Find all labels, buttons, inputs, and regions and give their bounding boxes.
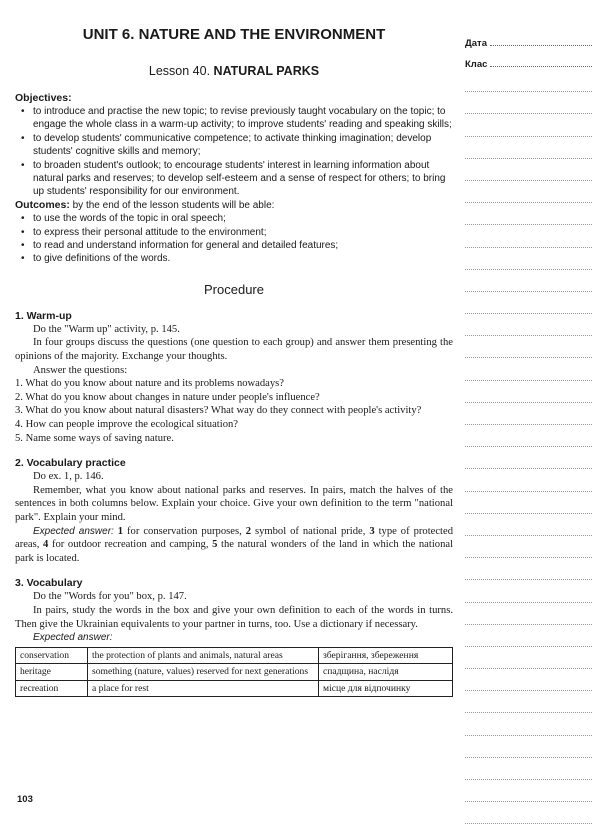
note-line xyxy=(465,92,592,114)
vocabulary-expected xyxy=(15,631,453,645)
ukrainian-cell: місце для відпочинку xyxy=(319,680,453,697)
note-line xyxy=(465,713,592,735)
vocabulary-table xyxy=(15,647,453,698)
expected-answer-part: 5 xyxy=(212,539,218,551)
vocabulary-instruction: Do the "Words for you" box, p. 147. xyxy=(33,591,187,603)
vocabulary-task: In pairs, study the words in the box and give your own definition to each of the words in turns. Then give the Ukrainian equivalents to your partner in turns, too. Use a dictionary if necessary. xyxy=(15,604,453,630)
ukrainian-cell: спадщина, наслідя xyxy=(319,664,453,681)
expected-answer-part: for conservation purposes, xyxy=(123,525,246,537)
expected-answer-part: for outdoor recreation and camping, xyxy=(48,539,213,551)
note-line xyxy=(465,181,592,203)
warmup-heading: 1. Warm-up xyxy=(15,309,72,322)
note-line xyxy=(465,802,592,824)
expected-answer-part: symbol of national pride, xyxy=(250,525,370,537)
page-number: 103 xyxy=(17,794,33,805)
note-line xyxy=(465,736,592,758)
note-line xyxy=(465,469,592,491)
objectives-list xyxy=(15,105,453,199)
note-line xyxy=(465,292,592,314)
class-field xyxy=(465,49,592,70)
outcomes-line xyxy=(15,199,453,212)
word-cell: conservation xyxy=(16,647,88,664)
lesson-prefix: Lesson 40. xyxy=(148,64,211,78)
expected-answer-part: 4 xyxy=(43,539,49,551)
procedure-heading: Procedure xyxy=(204,281,264,297)
date-field xyxy=(465,28,592,49)
word-cell: recreation xyxy=(16,680,88,697)
warmup-question: 1. What do you know about nature and its problems nowadays? xyxy=(15,378,285,390)
vocabulary-heading: 3. Vocabulary xyxy=(15,577,83,590)
note-line xyxy=(465,381,592,403)
note-lines xyxy=(465,70,592,824)
outcomes-intro: by the end of the lesson students will be able: xyxy=(69,199,275,211)
note-line xyxy=(465,580,592,602)
warmup-instruction: Do the "Warm up" activity, p. 145. xyxy=(33,323,180,335)
note-line xyxy=(465,248,592,270)
note-line xyxy=(465,137,592,159)
expected-answer-part: 2 xyxy=(245,525,251,537)
outcome-item: • to use the words of the topic in oral speech; xyxy=(33,212,453,225)
note-line xyxy=(465,159,592,181)
note-line xyxy=(465,536,592,558)
vocab-practice-task: Remember, what you know about national parks and reserves. In pairs, match the halves of the sentences in both columns below. Explain your choice. Give your own definition to the term "national park". Explain your mind. xyxy=(15,484,453,523)
note-line xyxy=(465,314,592,336)
unit-prefix: UNIT 6. xyxy=(82,26,135,43)
objective-item: • to introduce and practise the new topic; to revise previously taught vocabulary on the topic; to engage the whole class in a warm-up activity; to improve students' reading and speaking skills; xyxy=(33,105,453,132)
expected-answer-part: 3 xyxy=(369,525,375,537)
unit-name: NATURE AND THE ENVIRONMENT xyxy=(138,26,386,43)
warmup-question: 3. What do you know about natural disasters? What way do they connect with people's activity? xyxy=(15,405,422,417)
outcome-item: • to give definitions of the words. xyxy=(33,252,453,265)
warmup-question: 2. What do you know about changes in nature under people's influence? xyxy=(15,391,320,403)
note-line xyxy=(465,514,592,536)
outcomes-list xyxy=(15,212,453,266)
expected-label: Expected answer: xyxy=(33,525,114,537)
note-line xyxy=(465,70,592,92)
note-line xyxy=(465,691,592,713)
table-row xyxy=(16,664,453,681)
lesson-title xyxy=(15,63,453,79)
definition-cell: something (nature, values) reserved for next generations xyxy=(88,664,319,681)
vocab-practice-heading: 2. Vocabulary practice xyxy=(15,457,126,470)
table-row xyxy=(16,680,453,697)
note-line xyxy=(465,447,592,469)
vocab-practice-instruction: Do ex. 1, p. 146. xyxy=(33,471,104,483)
note-line xyxy=(465,114,592,136)
expected-answer-part: the natural wonders of the land in which the national park is located. xyxy=(15,539,454,564)
objective-item: • to develop students' communicative competence; to activate thinking imagination; develop students' cognitive skills and memory; xyxy=(33,132,453,159)
note-line xyxy=(465,558,592,580)
note-line xyxy=(465,669,592,691)
word-cell: heritage xyxy=(16,664,88,681)
note-line xyxy=(465,492,592,514)
note-line xyxy=(465,603,592,625)
lesson-page xyxy=(15,24,453,697)
ukrainian-cell: зберігання, збереження xyxy=(319,647,453,664)
date-line xyxy=(490,44,592,46)
warmup-questions-intro: Answer the questions: xyxy=(33,364,128,376)
objectives-heading: Objectives: xyxy=(15,92,72,104)
date-label: Дата xyxy=(465,38,487,49)
definition-cell: a place for rest xyxy=(88,680,319,697)
note-line xyxy=(465,758,592,780)
note-line xyxy=(465,358,592,380)
outcome-item: • to read and understand information for general and detailed features; xyxy=(33,239,453,252)
class-line xyxy=(490,65,592,67)
expected-answer-part: type of protected areas, xyxy=(15,525,453,551)
warmup-question: 5. Name some ways of saving nature. xyxy=(15,432,174,444)
outcome-item: • to express their personal attitude to the environment; xyxy=(33,226,453,239)
lesson-name: NATURAL PARKS xyxy=(213,64,320,78)
warmup-question: 4. How can people improve the ecological situation? xyxy=(15,419,238,431)
outcomes-heading: Outcomes: xyxy=(15,198,70,211)
note-line xyxy=(465,336,592,358)
note-line xyxy=(465,203,592,225)
unit-title xyxy=(15,24,453,46)
class-label: Клас xyxy=(465,59,488,70)
note-line xyxy=(465,425,592,447)
objective-item: • to broaden student's outlook; to encourage students' interest in learning information about natural parks and reserves; to develop self-esteem and a sense of respect for others; to bring up students' responsibility for our environment. xyxy=(33,159,453,199)
definition-cell: the protection of plants and animals, natural areas xyxy=(88,647,319,664)
warmup-task: In four groups discuss the questions (one question to each group) and answer them presenting the opinions of the majority. Exchange your thoughts. xyxy=(15,337,453,363)
expected-label: Expected answer: xyxy=(33,632,113,644)
note-line xyxy=(465,225,592,247)
note-line xyxy=(465,625,592,647)
table-row xyxy=(16,647,453,664)
notes-margin xyxy=(465,28,592,824)
note-line xyxy=(465,647,592,669)
note-line xyxy=(465,270,592,292)
expected-answer-part: 1 xyxy=(117,525,124,537)
vocab-practice-expected xyxy=(15,525,453,566)
note-line xyxy=(465,780,592,802)
note-line xyxy=(465,403,592,425)
